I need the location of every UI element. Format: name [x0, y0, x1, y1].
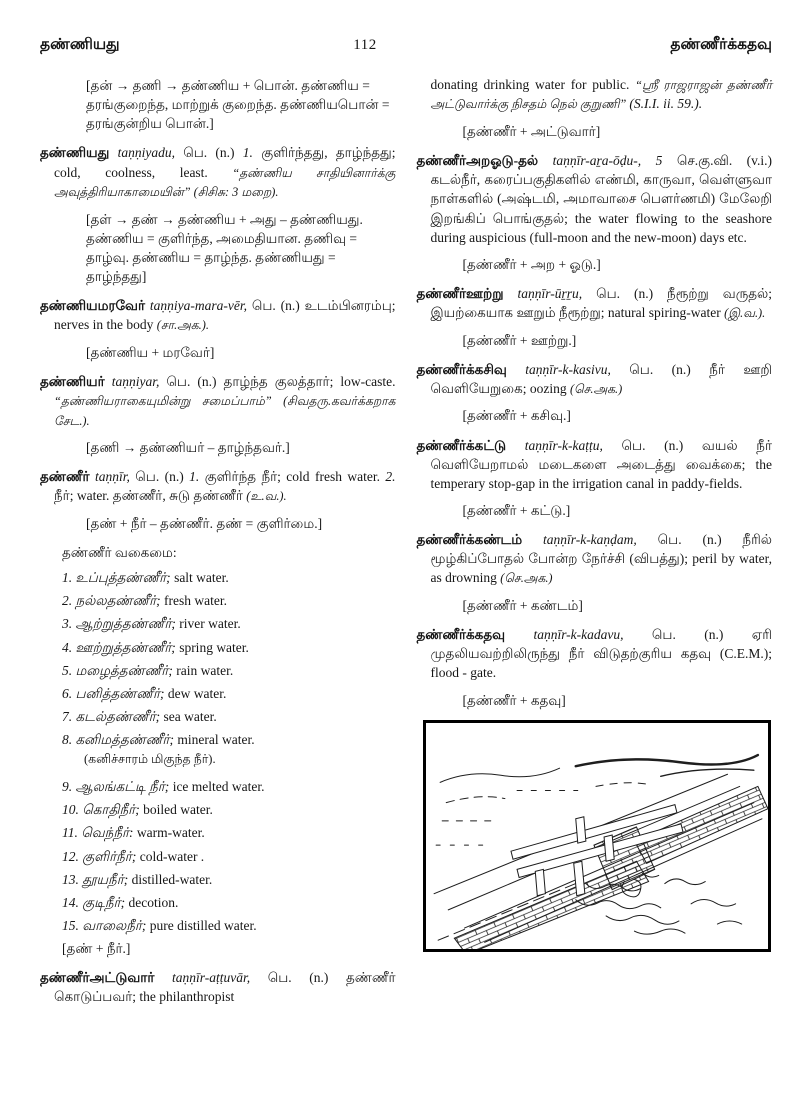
etymology-note: [தண் + நீர் – தண்ணீர். தண் = குளிர்மை.]: [86, 515, 323, 531]
water-type-item: 6. பனித்தண்ணீர்; dew water.: [62, 685, 227, 701]
water-type-note: (கனிச்சாரம் மிகுந்த நீர்).: [84, 752, 216, 767]
water-type-item: 8. கனிமத்தண்ணீர்; mineral water.: [62, 732, 255, 748]
water-type-item: 2. நல்லதண்ணீர்; fresh water.: [62, 593, 227, 609]
etymology-note: [தண்ணீர் + அட்டுவார்]: [462, 123, 601, 139]
etymology-note: [தள் → தண் → தண்ணிய + அது – தண்ணியது. தண்ணிய = குளிர்ந்த, அமைதியான. தணிவு = தாழ்வு. தண்ணிய = தாழ்ந்த. தண்ணியது = தாழ்ந்தது]: [86, 211, 363, 284]
water-type-item: 10. கொதிநீர்; boiled water.: [62, 802, 213, 818]
etymology-note: [தண்ணீர் + கண்டம்]: [462, 597, 583, 613]
water-type-item: 15. வாலைநீர்; pure distilled water.: [62, 918, 257, 933]
right-column-text: [417, 75, 773, 710]
entry-continuation: donating drinking water for public. “ஸ்ரீ ராஜராஜன் தண்ணீர் அட்டுவார்க்கு நிசதம் நெல் குறுணி” (S.I.I. ii. 59.).: [430, 77, 772, 112]
etymology-note: [தண்ணீர் + அற + ஓடு.]: [462, 256, 601, 272]
water-type-item: 13. தூயநீர்; distilled-water.: [62, 871, 213, 887]
water-type-item: 11. வெந்நீர்: warm-water.: [62, 825, 205, 841]
dictionary-entry: தண்ணீர்க்கண்டம் taṇṇīr-k-kaṇḍam, பெ. (n.) நீரில் மூழ்கிப்போதல் போன்ற நேர்ச்சி (விபத்து); peril by water, as drowning (செ.அக.): [416, 532, 772, 586]
water-type-item: 9. ஆலங்கட்டி நீர்; ice melted water.: [62, 779, 265, 795]
dictionary-entry: தண்ணீர்க்கசிவு taṇṇīr-k-kasivu, பெ. (n.) நீர் ஊறி வெளியேறுகை; oozing (செ.அக.): [416, 361, 772, 396]
water-types-heading: தண்ணீர் வகைமை:: [62, 544, 177, 560]
dictionary-entry: தண்ணீர் taṇṇīr, பெ. (n.) 1. குளிர்ந்த நீர்; cold fresh water. 2. நீர்; water. தண்ணீர், சுடு தண்ணீர் (உ.வ.).: [40, 469, 396, 504]
water-type-item: 5. மழைத்தண்ணீர்; rain water.: [62, 662, 234, 678]
etymology-note: [தண் + நீர்.]: [62, 941, 131, 957]
etymology-note: [தன் → தணி → தண்ணிய + பொன். தண்ணிய = தரங்குறைந்த, மாற்றுக் குறைந்த. தண்ணியபொன் = தரங்குன்றிய பொன்.]: [86, 78, 390, 132]
water-type-item: 1. உப்புத்தண்ணீர்; salt water.: [62, 570, 229, 586]
dictionary-entry: தண்ணீர்க்கட்டு taṇṇīr-k-kaṭṭu, பெ. (n.) வயல் நீர் வெளியேறாமல் மடைகளை அடைத்து வைக்கை; the temperary stop-gap in the irrigation canal in paddy-fields.: [416, 437, 773, 491]
etymology-note: [தண்ணீர் + கதவு]: [462, 692, 566, 708]
right-column: [417, 75, 773, 1015]
page-number: 112: [353, 37, 377, 53]
dictionary-entry: தண்ணியமரவேர் taṇṇiya-mara-vēr, பெ. (n.) உடம்பினரம்பு; nerves in the body (சா.அக.).: [40, 298, 396, 333]
water-type-item: 12. குளிர்நீர்; cold-water .: [62, 848, 205, 864]
water-type-item: 4. ஊற்றுத்தண்ணீர்; spring water.: [62, 639, 249, 655]
etymology-note: [தணி → தண்ணியர் – தாழ்ந்தவர்.]: [86, 439, 290, 455]
dictionary-entry: தண்ணியர் taṇṇiyar, பெ. (n.) தாழ்ந்த குலத்தார்; low-caste. “தண்ணியராகையுமின்று சமைப்பாம்” (சிவதரு.கவர்க்கறாக சேட.).: [40, 373, 396, 428]
left-column: [40, 75, 396, 1015]
dictionary-entry: தண்ணியது taṇṇiyadu, பெ. (n.) 1. குளிர்ந்தது, தாழ்ந்தது; cold, coolness, least. “தண்ணிய சாதியினார்க்கு அவுத்திரியாகாமையின்” (சிசிசு: 3 மறை).: [40, 145, 396, 200]
dictionary-entry: தண்ணீர்அறஓடு-தல் taṇṇīr-aṟa-ōḍu-, 5 செ.கு.வி. (v.i.) கடல்நீர், கரைப்பகுதிகளில் எண்மி, காருவா, வெள்ளுவா நாள்களில் (அஷ்டமி, அமாவாசை பௌர்ணமி) மேலேறி இறங்கிப் பொங்குதல்; the water flowing to the seashore during auspicious (full-moon and the new-moon) days etc.: [416, 153, 773, 245]
floodgate-drawing-svg: [426, 723, 768, 949]
water-type-item: 7. கடல்தண்ணீர்; sea water.: [62, 709, 217, 724]
water-type-item: 3. ஆற்றுத்தண்ணீர்; river water.: [62, 616, 241, 632]
etymology-note: [தண்ணீர் + கசிவு.]: [462, 408, 571, 424]
floodgate-illustration: [423, 720, 771, 952]
guide-word-right: தண்ணீர்க்கதவு: [670, 36, 772, 53]
etymology-note: [தண்ணீர் + ஊற்று.]: [462, 332, 577, 348]
dictionary-entry: தண்ணீர்அட்டுவார் taṇṇīr-aṭṭuvār, பெ. (n.) தண்ணீர் கொடுப்பவர்; the philanthropist: [40, 970, 396, 1005]
water-type-item: 14. குடிநீர்; decotion.: [62, 894, 179, 910]
page-header: [40, 36, 772, 55]
dictionary-entry: தண்ணீர்ஊற்று taṇṇīr-ūṟṟu, பெ. (n.) நீரூற்று வருதல்; இயற்கையாக ஊறும் நீரூற்று; natural spiring-water (இ.வ.).: [416, 286, 772, 321]
dictionary-entry: தண்ணீர்க்கதவு taṇṇīr-k-kadavu, பெ. (n.) ஏரி முதலியவற்றிலிருந்து நீர் விடுதற்குரிய கதவு (C.E.M.); flood - gate.: [416, 627, 772, 681]
guide-word-left: தண்ணியது: [40, 36, 120, 53]
two-column-body: [40, 75, 772, 1015]
etymology-note: [தண்ணிய + மரவேர்]: [86, 344, 215, 360]
etymology-note: [தண்ணீர் + கட்டு.]: [462, 503, 571, 518]
